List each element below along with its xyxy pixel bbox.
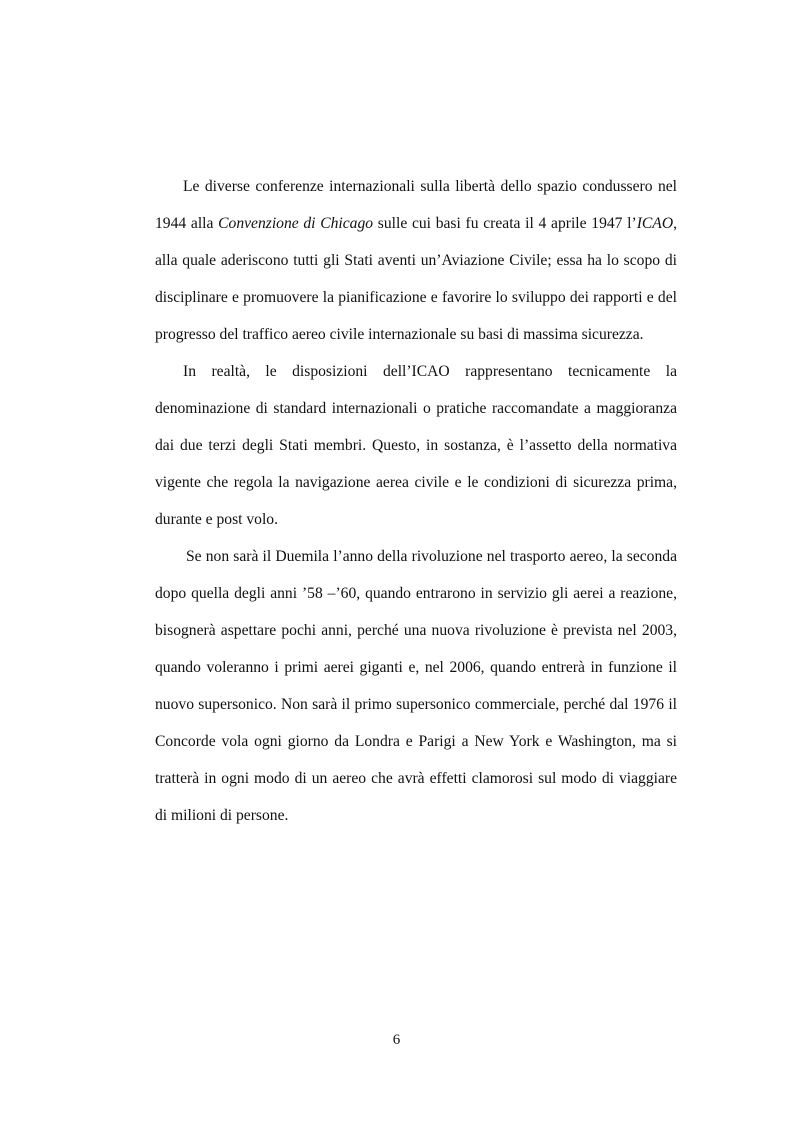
convention-name: Convenzione di Chicago: [218, 215, 374, 232]
page-number: 6: [392, 1032, 401, 1048]
paragraph-1-text-b: sulle cui basi fu creata il 4 aprile 1947 l’: [373, 215, 637, 232]
icao-acronym: ICAO: [636, 215, 674, 232]
paragraph-1-text-a: Le diverse conferenze internazionali sulla libertà dello spazio condussero nel 1944 alla: [155, 178, 677, 232]
body-text: [155, 168, 677, 834]
paragraph-1: [155, 168, 677, 353]
paragraph-3: Se non sarà il Duemila l’anno della rivoluzione nel trasporto aereo, la seconda dopo quella degli anni ’58 –’60, quando entrarono in servizio gli aerei a reazione, bisognerà aspettare pochi anni, perché una nuova rivoluzione è prevista nel 2003, quando voleranno i primi aerei giganti e, nel 2006, quando entrerà in funzione il nuovo supersonico. Non sarà il primo supersonico commerciale, perché dal 1976 il Concorde vola ogni giorno da Londra e Parigi a New York e Washington, ma si tratterà in ogni modo di un aereo che avrà effetti clamorosi sul modo di viaggiare di milioni di persone.: [155, 548, 677, 824]
paragraph-2: In realtà, le disposizioni dell’ICAO rappresentano tecnicamente la denominazione di standard internazionali o pratiche raccomandate a maggioranza dai due terzi degli Stati membri. Questo, in sostanza, è l’assetto della normativa vigente che regola la navigazione aerea civile e le condizioni di sicurezza prima, durante e post volo.: [155, 363, 677, 528]
paragraph-1-text-c: , alla quale aderiscono tutti gli Stati aventi un’Aviazione Civile; essa ha lo scopo di disciplinare e promuovere la pianificazione e favorire lo sviluppo dei rapporti e del progresso del traffico aereo civile internazionale su basi di massima sicurezza.: [155, 215, 677, 343]
